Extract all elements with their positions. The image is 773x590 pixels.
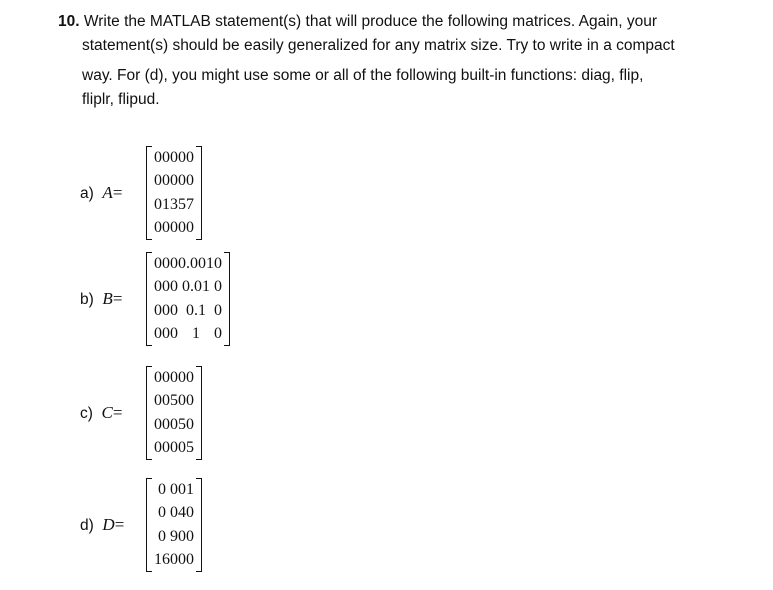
part-d-label: d) D=: [80, 515, 125, 534]
matrix-b: [146, 252, 230, 346]
question-line-1: 10. Write the MATLAB statement(s) that will produce the following matrices. Again, your: [58, 13, 658, 30]
matrix-cell: 0: [162, 148, 170, 166]
matrix-cell: 0: [170, 301, 178, 319]
matrix-cell: 5: [186, 439, 194, 457]
left-bracket: [146, 146, 152, 240]
matrix-cell: 0: [158, 504, 166, 522]
left-bracket: [146, 252, 152, 346]
matrix-cell: 0: [170, 172, 178, 190]
matrix-cell: 0: [170, 219, 178, 237]
matrix-cell: 0: [162, 415, 170, 433]
matrix-cell: 0: [170, 368, 178, 386]
matrix-cell: 0: [158, 527, 166, 545]
matrix-cell: 0: [154, 195, 162, 213]
matrix-cell: 0: [162, 439, 170, 457]
matrix-cell: 0: [162, 278, 170, 296]
matrix-cell: 0: [170, 504, 178, 522]
matrix-cell: 0: [186, 368, 194, 386]
matrix-cell: 0: [214, 325, 222, 343]
right-bracket: [224, 252, 230, 346]
matrix-cell: 16: [154, 551, 170, 569]
matrix-cell: 0: [154, 439, 162, 457]
matrix-cell: 1: [186, 480, 194, 498]
matrix-cell: 5: [178, 415, 186, 433]
matrix-cell: 1: [162, 195, 170, 213]
question-text: [58, 10, 738, 112]
matrix-cell: 0: [162, 392, 170, 410]
matrix-cell: 0: [170, 415, 178, 433]
matrix-cell: 0: [170, 439, 178, 457]
matrix-cell: 0: [162, 368, 170, 386]
matrix-c: [146, 366, 202, 460]
matrix-cell: 0: [214, 301, 222, 319]
matrix-cell: 0: [178, 172, 186, 190]
matrix-cell: 0: [178, 439, 186, 457]
matrix-cell: 0: [154, 368, 162, 386]
right-bracket: [196, 366, 202, 460]
part-c-label: c) C=: [80, 403, 123, 422]
matrix-cell: 0: [162, 219, 170, 237]
left-bracket: [146, 478, 152, 572]
matrix-cell: 0: [154, 325, 162, 343]
matrix-cell: 0: [162, 254, 170, 272]
matrix-cell: 0: [186, 172, 194, 190]
matrix-cell: 5: [178, 195, 186, 213]
matrix-cell: 5: [170, 392, 178, 410]
matrix-cell: 0: [154, 301, 162, 319]
matrix-cell: 0: [170, 551, 178, 569]
matrix-cell: 0: [158, 480, 166, 498]
matrix-cell: 0: [154, 219, 162, 237]
question-number: 10.: [58, 13, 80, 30]
matrix-cell: 9: [170, 527, 178, 545]
matrix-cell: 7: [186, 195, 194, 213]
matrix-cell: 0: [186, 148, 194, 166]
matrix-cell: 0.001: [178, 254, 214, 272]
matrix-cell: 0: [186, 551, 194, 569]
matrix-cell: 0: [214, 278, 222, 296]
right-bracket: [196, 478, 202, 572]
matrix-cell: 0: [170, 148, 178, 166]
matrix-cell: 0: [154, 415, 162, 433]
matrix-cell: 0: [214, 254, 222, 272]
matrix-d: [146, 478, 202, 572]
matrix-a: [146, 146, 202, 240]
matrix-cell: 0: [170, 278, 178, 296]
matrix-cell: 0: [170, 480, 178, 498]
matrix-cell: 0: [154, 278, 162, 296]
part-b-label: b) B=: [80, 289, 123, 308]
matrix-cell: 0: [178, 480, 186, 498]
matrix-cell: 0: [154, 254, 162, 272]
matrix-cell: 0: [162, 301, 170, 319]
matrix-cell: 0: [186, 392, 194, 410]
left-bracket: [146, 366, 152, 460]
matrix-cell: 0: [178, 368, 186, 386]
matrix-cell: 0: [178, 392, 186, 410]
question-line-3: way. For (d), you might use some or all of the following built-in functions: diag, flip,: [82, 67, 644, 84]
matrix-cell: 0.01: [182, 278, 210, 296]
matrix-cell: 0: [170, 325, 178, 343]
question-line-2: statement(s) should be easily generalized for any matrix size. Try to write in a compact: [82, 37, 675, 54]
question-line-4: fliplr, flipud.: [82, 91, 160, 108]
right-bracket: [196, 146, 202, 240]
matrix-cell: 0: [178, 527, 186, 545]
matrix-cell: 0: [162, 325, 170, 343]
part-a-label: a) A=: [80, 183, 123, 202]
matrix-cell: 0: [178, 148, 186, 166]
matrix-cell: 0: [186, 504, 194, 522]
matrix-cell: 0: [154, 148, 162, 166]
matrix-cell: 0.1: [186, 301, 206, 319]
matrix-cell: 3: [170, 195, 178, 213]
matrix-cell: 0: [186, 415, 194, 433]
matrix-cell: 0: [186, 527, 194, 545]
matrix-cell: 0: [178, 219, 186, 237]
matrix-cell: 1: [192, 325, 200, 343]
matrix-cell: 0: [162, 172, 170, 190]
matrix-cell: 0: [186, 219, 194, 237]
matrix-cell: 0: [170, 254, 178, 272]
matrix-cell: 0: [154, 392, 162, 410]
matrix-cell: 0: [178, 551, 186, 569]
matrix-cell: 0: [154, 172, 162, 190]
matrix-cell: 4: [178, 504, 186, 522]
